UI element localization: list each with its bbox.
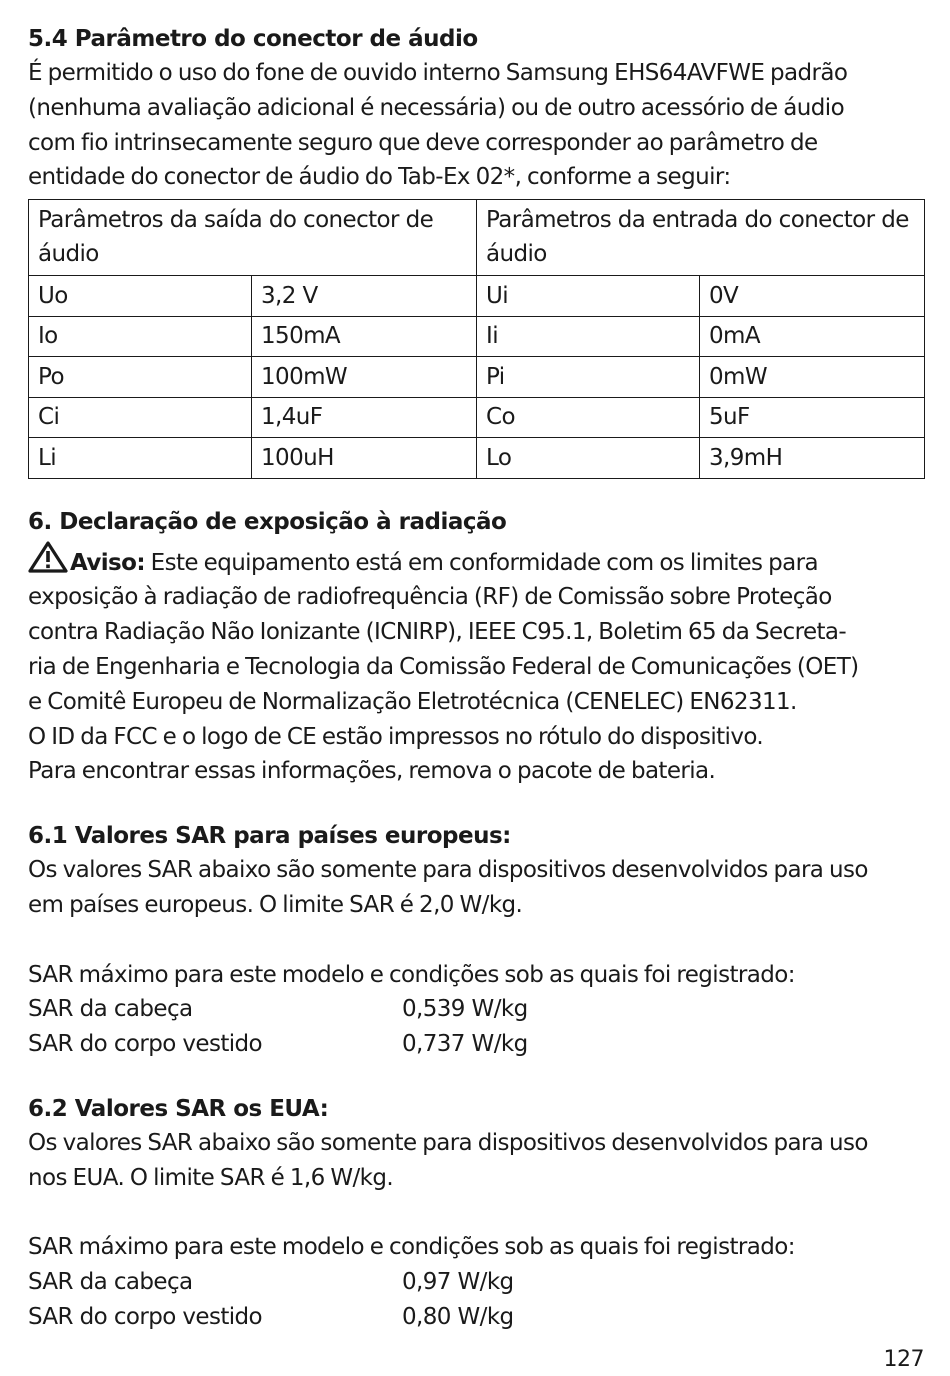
table-cell: Lo bbox=[477, 438, 700, 479]
paragraph-line: entidade do conector de áudio do Tab-Ex 02*, conforme a seguir: bbox=[28, 164, 731, 191]
table-cell: 5uF bbox=[700, 397, 925, 438]
table-cell: Co bbox=[477, 397, 700, 438]
warning-label: Aviso: bbox=[70, 549, 145, 576]
table-row bbox=[29, 276, 925, 317]
section-5-4-paragraph bbox=[28, 56, 924, 195]
sar-body-value: 0,80 W/kg bbox=[402, 1304, 514, 1331]
paragraph-line: É permitido o uso do fone de ouvido interno Samsung EHS64AVFWE padrão bbox=[28, 60, 848, 86]
paragraph-line: Para encontrar essas informações, remova o pacote de bateria. bbox=[28, 758, 716, 785]
paragraph-line: e Comitê Europeu de Normalização Eletrotécnica (CENELEC) EN62311. bbox=[28, 688, 797, 715]
sar-head-row bbox=[28, 992, 924, 1027]
warning-triangle-icon bbox=[28, 541, 68, 573]
table-cell: Ui bbox=[477, 276, 700, 317]
paragraph-line: nos EUA. O limite SAR é 1,6 W/kg. bbox=[28, 1164, 394, 1191]
table-row bbox=[29, 397, 925, 438]
document-page bbox=[28, 22, 924, 1335]
table-row bbox=[29, 316, 925, 357]
sar-head-label: SAR da cabeça bbox=[28, 1269, 193, 1296]
section-6-1-max-line bbox=[28, 958, 924, 993]
sar-body-label: SAR do corpo vestido bbox=[28, 1031, 263, 1058]
paragraph-line: Os valores SAR abaixo são somente para dispositivos desenvolvidos para uso bbox=[28, 1130, 868, 1157]
table-cell: 150mA bbox=[252, 316, 477, 357]
paragraph-line: ria de Engenharia e Tecnologia da Comissão Federal de Comunicações (OET) bbox=[28, 654, 859, 681]
table-cell: 1,4uF bbox=[252, 397, 477, 438]
table-cell: Li bbox=[29, 438, 252, 479]
table-cell: 3,9mH bbox=[700, 438, 925, 479]
paragraph-line: (nenhuma avaliação adicional é necessária) ou de outro acessório de áudio bbox=[28, 94, 845, 121]
paragraph-line: com fio intrinsecamente seguro que deve corresponder ao parâmetro de bbox=[28, 129, 818, 156]
table-cell: 100mW bbox=[252, 357, 477, 398]
output-parameters-header: Parâmetros da saída do conector de áudio bbox=[29, 200, 477, 276]
sar-head-value: 0,539 W/kg bbox=[402, 996, 528, 1023]
table-cell: Io bbox=[29, 316, 252, 357]
table-cell: Uo bbox=[29, 276, 252, 317]
section-5-4-title: 5.4 Parâmetro do conector de áudio bbox=[28, 26, 478, 52]
sar-body-row bbox=[28, 1027, 924, 1062]
sar-max-text: SAR máximo para este modelo e condições sob as quais foi registrado: bbox=[28, 1234, 795, 1261]
section-6-2-max-line bbox=[28, 1230, 924, 1265]
paragraph-line: exposição à radiação de radiofrequência (RF) de Comissão sobre Proteção bbox=[28, 584, 832, 611]
sar-body-value: 0,737 W/kg bbox=[402, 1031, 528, 1058]
table-header-row bbox=[29, 200, 925, 276]
warning-line bbox=[28, 541, 924, 581]
table-cell: Ii bbox=[477, 316, 700, 357]
input-parameters-header: Parâmetros da entrada do conector de áudio bbox=[477, 200, 925, 276]
section-6-2-paragraph bbox=[28, 1126, 924, 1196]
paragraph-line: O ID da FCC e o logo de CE estão impressos no rótulo do dispositivo. bbox=[28, 723, 764, 750]
table-cell: 3,2 V bbox=[252, 276, 477, 317]
table-cell: 0mW bbox=[700, 357, 925, 398]
table-cell: 100uH bbox=[252, 438, 477, 479]
sar-head-value: 0,97 W/kg bbox=[402, 1269, 514, 1296]
paragraph-line: contra Radiação Não Ionizante (ICNIRP), IEEE C95.1, Boletim 65 da Secreta- bbox=[28, 619, 847, 646]
section-6-1-paragraph bbox=[28, 853, 924, 923]
paragraph-line: em países europeus. O limite SAR é 2,0 W/kg. bbox=[28, 892, 523, 919]
sar-head-row bbox=[28, 1265, 924, 1300]
table-cell: Po bbox=[29, 357, 252, 398]
page-number: 127 bbox=[883, 1347, 924, 1372]
table-row bbox=[29, 438, 925, 479]
section-6-paragraph bbox=[28, 541, 924, 790]
table-row bbox=[29, 357, 925, 398]
section-6-1-title: 6.1 Valores SAR para países europeus: bbox=[28, 823, 511, 850]
sar-max-text: SAR máximo para este modelo e condições sob as quais foi registrado: bbox=[28, 961, 795, 988]
sar-body-row bbox=[28, 1300, 924, 1335]
section-6-title: 6. Declaração de exposição à radiação bbox=[28, 508, 507, 535]
sar-head-label: SAR da cabeça bbox=[28, 996, 193, 1023]
paragraph-line: Os valores SAR abaixo são somente para dispositivos desenvolvidos para uso bbox=[28, 857, 868, 884]
table-cell: Pi bbox=[477, 357, 700, 398]
audio-connector-parameters-table bbox=[28, 199, 925, 479]
sar-body-label: SAR do corpo vestido bbox=[28, 1304, 263, 1331]
table-cell: Ci bbox=[29, 397, 252, 438]
section-6-2-title: 6.2 Valores SAR os EUA: bbox=[28, 1096, 329, 1123]
table-cell: 0V bbox=[700, 276, 925, 317]
warning-text: Este equipamento está em conformidade com os limites para bbox=[144, 549, 818, 576]
table-cell: 0mA bbox=[700, 316, 925, 357]
